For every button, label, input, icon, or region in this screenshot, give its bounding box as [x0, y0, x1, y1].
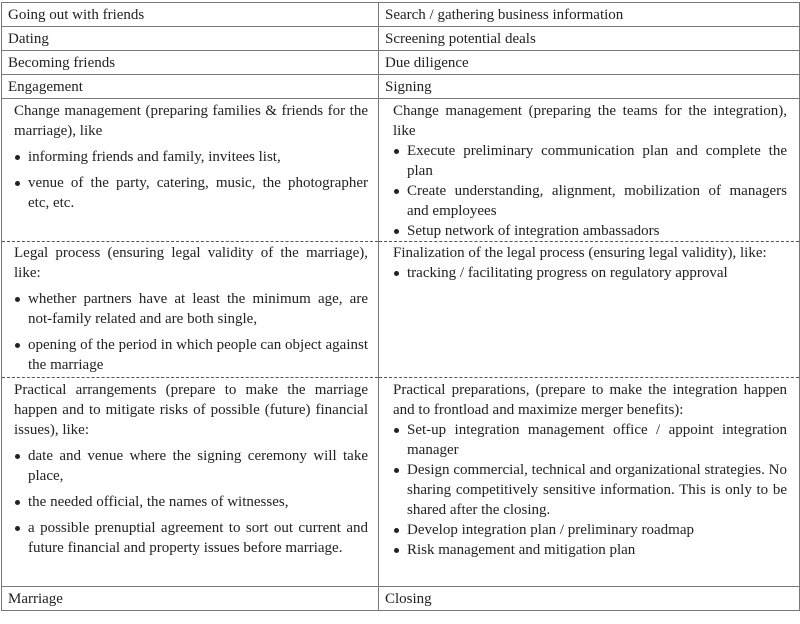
list-item: a possible prenuptial agreement to sort out current and future financial and property issues before marriage.: [14, 518, 368, 558]
list-item: Risk management and mitigation plan: [393, 540, 787, 560]
left-cell: Going out with friends: [2, 3, 379, 27]
left-cell: Marriage: [2, 587, 379, 611]
right-cell: Signing: [379, 75, 800, 99]
block-intro: Practical preparations, (prepare to make the integration happen and to frontload and maximize merger benefits):: [393, 382, 787, 418]
legal-row: [2, 242, 800, 378]
list-item: Create understanding, alignment, mobilization of managers and employees: [393, 181, 787, 221]
bullet-list: [14, 289, 368, 375]
comparison-document: [1, 2, 799, 611]
left-cell: Engagement: [2, 75, 379, 99]
list-item: Develop integration plan / preliminary roadmap: [393, 520, 787, 540]
practical-row: [2, 378, 800, 587]
change-management-row: [2, 99, 800, 242]
block-intro: Legal process (ensuring legal validity of the marriage), like:: [14, 245, 368, 281]
bullet-list: [393, 141, 787, 241]
list-item: Design commercial, technical and organizational strategies. No sharing competitively sensitive information. This is only to be shared after the closing.: [393, 460, 787, 520]
right-cell: Screening potential deals: [379, 27, 800, 51]
block-intro: Finalization of the legal process (ensuring legal validity), like:: [393, 245, 767, 261]
left-cell: Dating: [2, 27, 379, 51]
change-management-left: [2, 99, 379, 242]
right-cell: Due diligence: [379, 51, 800, 75]
bullet-list: [393, 420, 787, 560]
table-row: [2, 3, 800, 27]
practical-left: [2, 378, 379, 587]
legal-left: [2, 242, 379, 378]
bullet-list: [14, 446, 368, 558]
list-item: opening of the period in which people can object against the marriage: [14, 335, 368, 375]
list-item: tracking / facilitating progress on regulatory approval: [393, 263, 787, 283]
right-cell: Closing: [379, 587, 800, 611]
right-cell: Search / gathering business information: [379, 3, 800, 27]
list-item: Setup network of integration ambassadors: [393, 221, 787, 241]
left-cell: Becoming friends: [2, 51, 379, 75]
list-item: Execute preliminary communication plan and complete the plan: [393, 141, 787, 181]
legal-right: [379, 242, 800, 378]
bullet-list: [393, 263, 787, 283]
table-row: [2, 51, 800, 75]
table-row: [2, 75, 800, 99]
block-intro: Change management (preparing the teams for the integration), like: [393, 103, 787, 139]
list-item: venue of the party, catering, music, the photographer etc, etc.: [14, 173, 368, 213]
change-management-right: [379, 99, 800, 242]
comparison-table: [1, 2, 800, 611]
block-intro: Change management (preparing families & friends for the marriage), like: [14, 103, 368, 139]
list-item: whether partners have at least the minimum age, are not-family related and are both single,: [14, 289, 368, 329]
bullet-list: [14, 147, 368, 213]
list-item: the needed official, the names of witnesses,: [14, 492, 368, 512]
table-row: [2, 587, 800, 611]
block-intro: Practical arrangements (prepare to make the marriage happen and to mitigate risks of possible (future) financial issues), like:: [14, 382, 368, 438]
list-item: informing friends and family, invitees list,: [14, 147, 368, 167]
practical-right: [379, 378, 800, 587]
list-item: Set-up integration management office / appoint integration manager: [393, 420, 787, 460]
list-item: date and venue where the signing ceremony will take place,: [14, 446, 368, 486]
table-row: [2, 27, 800, 51]
